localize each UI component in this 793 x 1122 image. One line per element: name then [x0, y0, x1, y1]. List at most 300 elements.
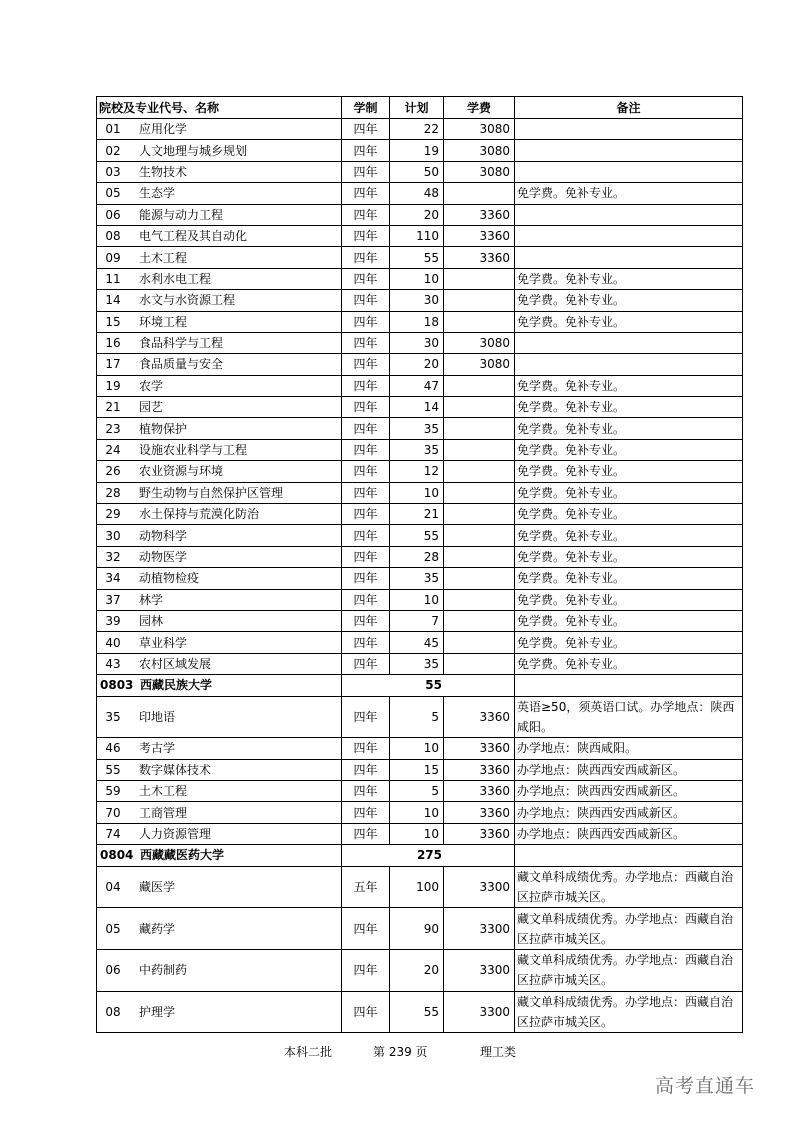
fee-cell	[444, 632, 515, 653]
table-row	[97, 140, 743, 161]
plan-cell: 55	[390, 525, 444, 546]
fee-cell	[444, 504, 515, 525]
table-row	[97, 225, 743, 246]
plan-cell: 100	[390, 866, 444, 908]
plan-cell: 90	[390, 908, 444, 950]
plan-cell: 21	[390, 504, 444, 525]
plan-cell: 48	[390, 183, 444, 204]
fee-cell	[444, 290, 515, 311]
note-cell: 免学费。免补专业。	[515, 610, 743, 631]
table-row	[97, 759, 743, 780]
note-cell	[515, 140, 743, 161]
major-name: 数字媒体技术	[139, 762, 212, 777]
fee-cell	[444, 568, 515, 589]
major-name: 土木工程	[139, 784, 188, 799]
major-cell	[97, 525, 342, 546]
major-cell	[97, 632, 342, 653]
plan-cell: 47	[390, 375, 444, 396]
note-cell: 办学地点：陕西西安西咸新区。	[515, 759, 743, 780]
duration-cell: 四年	[342, 525, 390, 546]
table-row	[97, 311, 743, 332]
major-name: 中药制药	[139, 963, 188, 978]
major-cell	[97, 866, 342, 908]
duration-cell: 四年	[342, 119, 390, 140]
header-fee: 学费	[444, 97, 515, 119]
fee-cell: 3360	[444, 696, 515, 738]
institution-note-cell	[515, 675, 743, 696]
note-cell	[515, 247, 743, 268]
plan-cell: 55	[390, 247, 444, 268]
table-row	[97, 802, 743, 823]
major-cell	[97, 759, 342, 780]
major-name: 能源与动力工程	[139, 207, 224, 222]
table-body	[97, 119, 743, 1033]
fee-cell: 3080	[444, 119, 515, 140]
major-code: 04	[105, 879, 121, 894]
plan-cell: 35	[390, 418, 444, 439]
major-cell	[97, 354, 342, 375]
note-cell: 免学费。免补专业。	[515, 268, 743, 289]
major-name: 护理学	[139, 1004, 176, 1019]
institution-cell	[97, 675, 342, 696]
table-row	[97, 504, 743, 525]
major-name: 水土保持与荒漠化防治	[139, 507, 260, 522]
plan-cell: 19	[390, 140, 444, 161]
note-cell: 免学费。免补专业。	[515, 418, 743, 439]
institution-cell	[97, 845, 342, 866]
duration-cell: 四年	[342, 332, 390, 353]
plan-cell: 10	[390, 823, 444, 844]
table-row	[97, 610, 743, 631]
fee-cell	[444, 311, 515, 332]
fee-cell	[444, 610, 515, 631]
major-cell	[97, 908, 342, 950]
major-code: 34	[105, 571, 121, 586]
major-cell	[97, 504, 342, 525]
major-cell	[97, 225, 342, 246]
major-cell	[97, 546, 342, 567]
plan-cell: 7	[390, 610, 444, 631]
major-name: 生态学	[139, 186, 176, 201]
plan-cell: 110	[390, 225, 444, 246]
header-duration: 学制	[342, 97, 390, 119]
major-name: 园林	[139, 614, 164, 629]
major-code: 01	[105, 122, 121, 137]
duration-cell: 四年	[342, 290, 390, 311]
table-row	[97, 589, 743, 610]
table-header-row	[97, 97, 743, 119]
plan-cell: 35	[390, 568, 444, 589]
major-code: 74	[105, 826, 121, 841]
header-plan: 计划	[390, 97, 444, 119]
major-cell	[97, 482, 342, 503]
major-cell	[97, 589, 342, 610]
major-cell	[97, 802, 342, 823]
note-cell: 免学费。免补专业。	[515, 589, 743, 610]
note-cell	[515, 119, 743, 140]
major-cell	[97, 119, 342, 140]
fee-cell	[444, 268, 515, 289]
major-cell	[97, 781, 342, 802]
duration-cell: 四年	[342, 418, 390, 439]
fee-cell: 3300	[444, 991, 515, 1033]
duration-cell: 四年	[342, 908, 390, 950]
major-code: 09	[105, 250, 121, 265]
major-cell	[97, 461, 342, 482]
fee-cell	[444, 397, 515, 418]
major-code: 59	[105, 784, 121, 799]
plan-cell: 45	[390, 632, 444, 653]
major-code: 16	[105, 336, 121, 351]
duration-cell: 四年	[342, 204, 390, 225]
major-cell	[97, 290, 342, 311]
major-cell	[97, 268, 342, 289]
duration-cell: 四年	[342, 632, 390, 653]
major-name: 植物保护	[139, 421, 188, 436]
major-name: 藏药学	[139, 921, 176, 936]
note-cell: 藏文单科成绩优秀。办学地点：西藏自治区拉萨市城关区。	[515, 866, 743, 908]
note-cell: 藏文单科成绩优秀。办学地点：西藏自治区拉萨市城关区。	[515, 949, 743, 991]
major-code: 23	[105, 421, 121, 436]
major-name: 人力资源管理	[139, 826, 212, 841]
major-code: 03	[105, 164, 121, 179]
duration-cell: 四年	[342, 247, 390, 268]
fee-cell: 3300	[444, 866, 515, 908]
major-code: 14	[105, 293, 121, 308]
major-code: 26	[105, 464, 121, 479]
table-row	[97, 908, 743, 950]
major-cell	[97, 568, 342, 589]
institution-row	[97, 675, 743, 696]
note-cell: 免学费。免补专业。	[515, 525, 743, 546]
major-cell	[97, 823, 342, 844]
table-row	[97, 247, 743, 268]
major-name: 印地语	[139, 709, 176, 724]
major-code: 21	[105, 400, 121, 415]
note-cell	[515, 332, 743, 353]
footer-category: 理工类	[480, 1045, 517, 1059]
duration-cell: 四年	[342, 949, 390, 991]
institution-name: 西藏民族大学	[140, 678, 213, 693]
major-code: 37	[105, 592, 121, 607]
major-cell	[97, 332, 342, 353]
duration-cell: 四年	[342, 781, 390, 802]
major-name: 应用化学	[139, 122, 188, 137]
header-name: 院校及专业代号、名称	[97, 97, 342, 119]
duration-cell: 四年	[342, 802, 390, 823]
major-code: 55	[105, 762, 121, 777]
table-row	[97, 397, 743, 418]
duration-cell: 四年	[342, 311, 390, 332]
duration-cell: 四年	[342, 161, 390, 182]
institution-plan: 55	[342, 675, 515, 696]
major-name: 土木工程	[139, 250, 188, 265]
major-cell	[97, 418, 342, 439]
fee-cell	[444, 525, 515, 546]
fee-cell: 3080	[444, 332, 515, 353]
plan-cell: 5	[390, 696, 444, 738]
duration-cell: 四年	[342, 568, 390, 589]
plan-cell: 20	[390, 354, 444, 375]
plan-cell: 12	[390, 461, 444, 482]
major-code: 70	[105, 805, 121, 820]
plan-cell: 30	[390, 332, 444, 353]
fee-cell: 3080	[444, 140, 515, 161]
note-cell: 免学费。免补专业。	[515, 461, 743, 482]
duration-cell: 四年	[342, 823, 390, 844]
fee-cell	[444, 375, 515, 396]
major-name: 农业资源与环境	[139, 464, 224, 479]
duration-cell: 四年	[342, 225, 390, 246]
table-row	[97, 568, 743, 589]
major-code: 29	[105, 507, 121, 522]
fee-cell: 3080	[444, 161, 515, 182]
major-cell	[97, 439, 342, 460]
table-row	[97, 354, 743, 375]
table-row	[97, 696, 743, 738]
fee-cell	[444, 546, 515, 567]
table-row	[97, 290, 743, 311]
fee-cell: 3360	[444, 247, 515, 268]
major-code: 19	[105, 378, 121, 393]
note-cell: 免学费。免补专业。	[515, 290, 743, 311]
major-code: 17	[105, 357, 121, 372]
major-name: 草业科学	[139, 635, 188, 650]
plan-cell: 35	[390, 439, 444, 460]
note-cell: 免学费。免补专业。	[515, 183, 743, 204]
plan-cell: 5	[390, 781, 444, 802]
major-name: 林学	[139, 592, 164, 607]
note-cell: 办学地点：陕西西安西咸新区。	[515, 823, 743, 844]
note-cell: 藏文单科成绩优秀。办学地点：西藏自治区拉萨市城关区。	[515, 908, 743, 950]
plan-cell: 18	[390, 311, 444, 332]
major-cell	[97, 696, 342, 738]
major-code: 40	[105, 635, 121, 650]
watermark-logo: 高考直通车	[655, 1075, 756, 1097]
major-cell	[97, 375, 342, 396]
duration-cell: 四年	[342, 397, 390, 418]
note-cell: 免学费。免补专业。	[515, 632, 743, 653]
major-code: 30	[105, 528, 121, 543]
table-row	[97, 161, 743, 182]
major-code: 08	[105, 229, 121, 244]
table-row	[97, 653, 743, 674]
plan-cell: 55	[390, 991, 444, 1033]
major-name: 人文地理与城乡规划	[139, 143, 248, 158]
note-cell: 免学费。免补专业。	[515, 546, 743, 567]
duration-cell: 四年	[342, 482, 390, 503]
duration-cell: 四年	[342, 610, 390, 631]
major-name: 设施农业科学与工程	[139, 443, 248, 458]
major-code: 06	[105, 963, 121, 978]
duration-cell: 四年	[342, 653, 390, 674]
note-cell: 免学费。免补专业。	[515, 504, 743, 525]
institution-code: 0803	[100, 678, 134, 693]
table-row	[97, 632, 743, 653]
enrollment-plan-table	[96, 96, 743, 1033]
note-cell: 办学地点：陕西西安西咸新区。	[515, 802, 743, 823]
duration-cell: 四年	[342, 268, 390, 289]
major-name: 考古学	[139, 741, 176, 756]
fee-cell: 3360	[444, 738, 515, 759]
major-cell	[97, 949, 342, 991]
table-row	[97, 866, 743, 908]
major-name: 食品科学与工程	[139, 336, 224, 351]
major-code: 05	[105, 921, 121, 936]
major-name: 环境工程	[139, 314, 188, 329]
footer-batch: 本科二批	[284, 1045, 333, 1059]
note-cell: 办学地点：陕西咸阳。	[515, 738, 743, 759]
major-name: 水文与水资源工程	[139, 293, 236, 308]
major-name: 农村区域发展	[139, 656, 212, 671]
plan-cell: 10	[390, 738, 444, 759]
fee-cell: 3360	[444, 204, 515, 225]
table-row	[97, 332, 743, 353]
note-cell: 免学费。免补专业。	[515, 375, 743, 396]
institution-row	[97, 845, 743, 866]
duration-cell: 四年	[342, 504, 390, 525]
major-name: 工商管理	[139, 805, 188, 820]
note-cell	[515, 161, 743, 182]
table-row	[97, 546, 743, 567]
table-row	[97, 268, 743, 289]
table-row	[97, 375, 743, 396]
table-row	[97, 461, 743, 482]
fee-cell	[444, 183, 515, 204]
institution-code: 0804	[100, 848, 134, 863]
plan-cell: 20	[390, 204, 444, 225]
major-code: 32	[105, 550, 121, 564]
note-cell: 英语≥50，须英语口试。办学地点：陕西咸阳。	[515, 696, 743, 738]
duration-cell: 五年	[342, 866, 390, 908]
plan-cell: 10	[390, 802, 444, 823]
institution-name: 西藏藏医药大学	[140, 848, 225, 863]
note-cell: 免学费。免补专业。	[515, 653, 743, 674]
duration-cell: 四年	[342, 354, 390, 375]
fee-cell	[444, 461, 515, 482]
major-name: 藏医学	[139, 879, 176, 894]
major-cell	[97, 653, 342, 674]
fee-cell: 3360	[444, 225, 515, 246]
duration-cell: 四年	[342, 461, 390, 482]
major-cell	[97, 247, 342, 268]
duration-cell: 四年	[342, 696, 390, 738]
major-cell	[97, 397, 342, 418]
fee-cell	[444, 653, 515, 674]
major-code: 05	[105, 186, 121, 201]
major-name: 电气工程及其自动化	[139, 229, 248, 244]
major-name: 水利水电工程	[139, 271, 212, 286]
duration-cell: 四年	[342, 439, 390, 460]
fee-cell: 3360	[444, 759, 515, 780]
major-code: 24	[105, 443, 121, 458]
major-cell	[97, 140, 342, 161]
duration-cell: 四年	[342, 759, 390, 780]
plan-cell: 15	[390, 759, 444, 780]
plan-cell: 35	[390, 653, 444, 674]
note-cell: 免学费。免补专业。	[515, 311, 743, 332]
duration-cell: 四年	[342, 991, 390, 1033]
duration-cell: 四年	[342, 589, 390, 610]
plan-cell: 10	[390, 589, 444, 610]
major-code: 28	[105, 485, 121, 500]
major-cell	[97, 161, 342, 182]
plan-cell: 28	[390, 546, 444, 567]
plan-cell: 22	[390, 119, 444, 140]
table-row	[97, 119, 743, 140]
plan-cell: 50	[390, 161, 444, 182]
note-cell	[515, 225, 743, 246]
table-row	[97, 949, 743, 991]
major-code: 11	[105, 271, 121, 286]
major-cell	[97, 311, 342, 332]
note-cell: 藏文单科成绩优秀。办学地点：西藏自治区拉萨市城关区。	[515, 991, 743, 1033]
note-cell: 免学费。免补专业。	[515, 482, 743, 503]
fee-cell: 3360	[444, 802, 515, 823]
major-code: 39	[105, 614, 121, 629]
table-row	[97, 738, 743, 759]
duration-cell: 四年	[342, 140, 390, 161]
fee-cell	[444, 589, 515, 610]
major-code: 46	[105, 741, 121, 756]
note-cell	[515, 354, 743, 375]
major-cell	[97, 183, 342, 204]
plan-cell: 20	[390, 949, 444, 991]
note-cell: 办学地点：陕西西安西咸新区。	[515, 781, 743, 802]
table-row	[97, 183, 743, 204]
note-cell: 免学费。免补专业。	[515, 397, 743, 418]
fee-cell: 3300	[444, 908, 515, 950]
major-cell	[97, 991, 342, 1033]
table-row	[97, 781, 743, 802]
institution-plan: 275	[342, 845, 515, 866]
institution-note-cell	[515, 845, 743, 866]
major-cell	[97, 204, 342, 225]
major-name: 园艺	[139, 400, 164, 415]
note-cell: 免学费。免补专业。	[515, 568, 743, 589]
table-row	[97, 991, 743, 1033]
note-cell: 免学费。免补专业。	[515, 439, 743, 460]
header-note: 备注	[515, 97, 743, 119]
major-code: 08	[105, 1004, 121, 1019]
major-name: 生物技术	[139, 164, 188, 179]
duration-cell: 四年	[342, 546, 390, 567]
major-code: 43	[105, 656, 121, 671]
major-cell	[97, 738, 342, 759]
plan-cell: 10	[390, 268, 444, 289]
major-code: 02	[105, 143, 121, 158]
major-code: 06	[105, 207, 121, 222]
footer-page-number: 第 239 页	[373, 1045, 428, 1059]
duration-cell: 四年	[342, 738, 390, 759]
major-name: 农学	[139, 378, 164, 393]
fee-cell	[444, 439, 515, 460]
plan-cell: 10	[390, 482, 444, 503]
duration-cell: 四年	[342, 375, 390, 396]
plan-cell: 30	[390, 290, 444, 311]
table-row	[97, 525, 743, 546]
fee-cell: 3080	[444, 354, 515, 375]
note-cell	[515, 204, 743, 225]
fee-cell: 3360	[444, 781, 515, 802]
table-row	[97, 482, 743, 503]
fee-cell	[444, 418, 515, 439]
fee-cell: 3300	[444, 949, 515, 991]
major-code: 15	[105, 314, 121, 329]
plan-cell: 14	[390, 397, 444, 418]
major-name: 动植物检疫	[139, 571, 200, 586]
major-name: 动物科学	[139, 528, 188, 543]
